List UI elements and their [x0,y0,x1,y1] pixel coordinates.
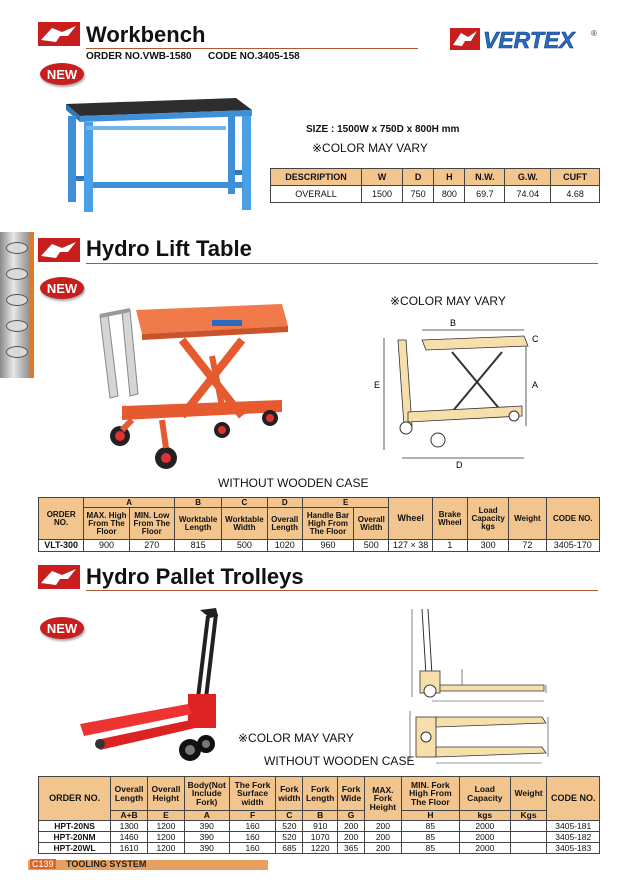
col-header: Load Capacity kgs [467,498,508,540]
table-cell: HPT-20WL [39,843,111,854]
table-cell: 127 × 38 [389,540,432,552]
title-divider [86,263,598,264]
col-header: ORDER NO. [39,498,84,540]
vertex-logo [450,26,600,52]
col-group-header: A [84,498,175,508]
workbench-color-note: ※COLOR MAY VARY [312,141,428,155]
side-accent-bar [30,232,34,378]
table-cell: 1300 [111,821,148,832]
table-cell: 1 [432,540,467,552]
col-sub-header: Kgs [510,811,547,821]
pallet-trolley-image [76,604,236,764]
table-cell: 3405-182 [547,832,600,843]
dim-label: E [374,380,381,390]
col-group-header: B [174,498,221,508]
table-cell: 2000 [459,832,510,843]
col-header: Handle Bar High From The Floor [302,508,353,540]
new-badge: NEW [40,277,84,299]
title-divider [86,48,418,49]
table-cell: 390 [184,843,229,854]
table-cell: 520 [276,821,303,832]
table-cell: 2000 [459,821,510,832]
col-header: CODE NO. [546,498,599,540]
table-row [39,821,600,832]
table-cell [510,843,547,854]
table-cell: 74.04 [505,186,551,203]
table-cell: 1460 [111,832,148,843]
lift-case-note: WITHOUT WOODEN CASE [218,476,369,490]
title-divider [86,590,598,591]
table-cell: 200 [338,832,365,843]
col-header: Fork Wide [338,777,365,811]
col-header: MIN. Fork High From The Floor [401,777,459,811]
table-header-row [39,498,600,508]
table-cell: HPT-20NS [39,821,111,832]
table-cell: 69.7 [465,186,505,203]
table-cell: 1200 [147,843,184,854]
dim-label: C [532,334,539,344]
table-cell: 960 [302,540,353,552]
table-cell: 815 [174,540,221,552]
table-cell: 85 [401,843,459,854]
table-cell: 3405-183 [547,843,600,854]
table-cell: 520 [276,832,303,843]
col-header: Overall Width [354,508,389,540]
brand-registered: ® [591,29,597,38]
col-header: MAX. Fork Height [365,777,402,821]
table-cell [510,832,547,843]
dim-label: A [532,380,539,390]
col-header: Overall Length [267,508,302,540]
table-cell: 365 [338,843,365,854]
lift-spec-table [38,497,600,552]
col-sub-header: A [184,811,229,821]
table-row [39,832,600,843]
table-cell: 500 [354,540,389,552]
table-header-row [39,811,600,821]
lift-table-image [92,296,292,476]
workbench-size: SIZE : 1500W x 750D x 800H mm [306,124,460,135]
table-header-row [39,777,600,811]
table-cell: 750 [402,186,433,203]
col-header: W [362,169,403,186]
col-header: Overall Height [147,777,184,811]
workbench-title: Workbench [86,22,206,47]
eagle-logo-icon [38,238,80,262]
table-cell: VLT-300 [39,540,84,552]
table-cell: 910 [303,821,338,832]
table-cell: 160 [229,821,276,832]
table-cell: 1020 [267,540,302,552]
table-row [39,843,600,854]
table-row [271,186,600,203]
col-header: MAX. High From The Floor [84,508,129,540]
col-header: D [402,169,433,186]
workbench-code-no: CODE NO.3405-158 [208,51,300,62]
footer-bar [28,860,268,870]
table-cell: 1500 [362,186,403,203]
table-cell: 72 [509,540,546,552]
table-cell: 390 [184,821,229,832]
eagle-logo-icon [38,565,80,589]
col-header: G.W. [505,169,551,186]
pallet-color-note: ※COLOR MAY VARY [238,731,354,745]
col-group-header: C [222,498,267,508]
col-header: DESCRIPTION [271,169,362,186]
col-header: Brake Wheel [432,498,467,540]
table-cell: 1610 [111,843,148,854]
col-sub-header: C [276,811,303,821]
table-cell: 200 [365,843,402,854]
col-header: Load Capacity [459,777,510,811]
col-sub-header: B [303,811,338,821]
table-cell: 1220 [303,843,338,854]
col-sub-header: F [229,811,276,821]
table-cell: 685 [276,843,303,854]
table-cell: OVERALL [271,186,362,203]
dim-label: D [456,460,463,470]
col-sub-header: G [338,811,365,821]
workbench-spec-table [270,168,600,203]
table-cell: 200 [365,821,402,832]
pallet-spec-table [38,776,600,854]
col-header: Overall Length [111,777,148,811]
col-header: ORDER NO. [39,777,111,821]
col-header: CUFT [551,169,600,186]
workbench-order-no: ORDER NO.VWB-1580 [86,51,192,62]
col-header: Weight [510,777,547,811]
table-cell: 300 [467,540,508,552]
lift-table-diagram [372,316,552,472]
table-cell [510,821,547,832]
brand-name: VERTEX [483,27,575,52]
col-header: CODE NO. [547,777,600,821]
table-header-row [271,169,600,186]
pallet-trolley-diagram [402,605,552,767]
footer-section-name: TOOLING SYSTEM [66,859,147,869]
col-header: Fork width [276,777,303,811]
col-header: Worktable Length [174,508,221,540]
table-cell: 160 [229,843,276,854]
table-cell: 85 [401,832,459,843]
col-header: MIN. Low From The Floor [129,508,174,540]
col-group-header: D [267,498,302,508]
table-cell: 200 [338,821,365,832]
new-badge: NEW [40,617,84,639]
table-cell: 900 [84,540,129,552]
table-cell: HPT-20NM [39,832,111,843]
table-cell: 500 [222,540,267,552]
table-cell: 270 [129,540,174,552]
table-cell: 160 [229,832,276,843]
table-cell: 800 [434,186,465,203]
pallet-trolleys-title: Hydro Pallet Trolleys [86,564,304,589]
col-header: Body(Not Include Fork) [184,777,229,811]
table-cell: 200 [365,832,402,843]
col-sub-header: E [147,811,184,821]
table-cell: 1200 [147,832,184,843]
eagle-logo-icon [38,22,80,46]
lift-table-title: Hydro Lift Table [86,236,252,261]
page-number: C139 [32,859,54,869]
table-cell: 3405-170 [546,540,599,552]
dim-label: B [450,318,457,328]
col-header: Fork Length [303,777,338,811]
table-cell: 4.68 [551,186,600,203]
workbench-image [56,96,256,216]
table-cell: 3405-181 [547,821,600,832]
table-cell: 1070 [303,832,338,843]
table-row [39,540,600,552]
table-cell: 85 [401,821,459,832]
lift-color-note: ※COLOR MAY VARY [390,294,506,308]
col-header: The Fork Surface width [229,777,276,811]
col-header: Wheel [389,498,432,540]
col-sub-header: H [401,811,459,821]
table-cell: 390 [184,832,229,843]
table-cell: 2000 [459,843,510,854]
new-badge: NEW [40,63,84,85]
table-cell: 1200 [147,821,184,832]
side-tool-strip [0,232,34,378]
col-header: Worktable Width [222,508,267,540]
col-header: N.W. [465,169,505,186]
col-sub-header: A+B [111,811,148,821]
pallet-case-note: WITHOUT WOODEN CASE [264,754,415,768]
col-header: H [434,169,465,186]
col-group-header: E [302,498,389,508]
col-header: Weight [509,498,546,540]
col-sub-header: kgs [459,811,510,821]
